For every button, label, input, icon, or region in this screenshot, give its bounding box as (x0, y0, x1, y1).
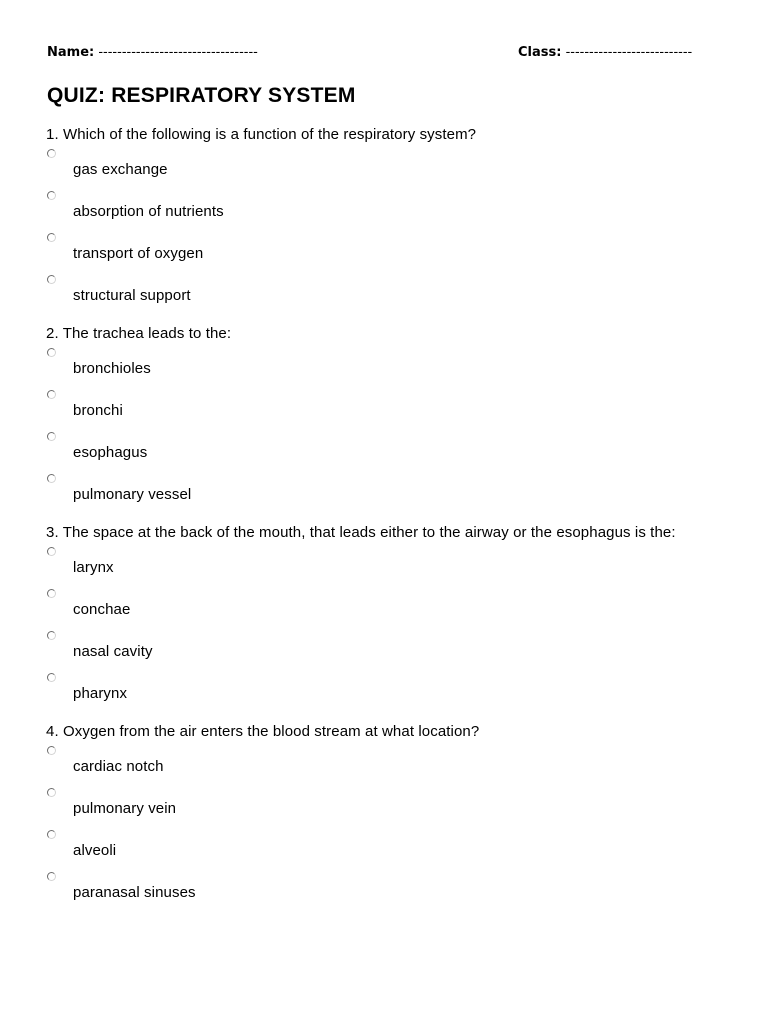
option-label[interactable]: gas exchange (73, 161, 168, 178)
radio-button[interactable] (47, 474, 56, 483)
class-label: Class: (518, 45, 562, 60)
option[interactable] (46, 783, 726, 825)
name-field[interactable] (47, 45, 258, 60)
option-list (46, 144, 726, 312)
option[interactable] (46, 626, 726, 668)
radio-button[interactable] (47, 872, 56, 881)
option[interactable] (46, 825, 726, 867)
option[interactable] (46, 144, 726, 186)
option-label[interactable]: transport of oxygen (73, 245, 204, 262)
option-label[interactable]: conchae (73, 601, 131, 618)
radio-button[interactable] (47, 547, 56, 556)
radio-button[interactable] (47, 233, 56, 242)
option-label[interactable]: structural support (73, 287, 191, 304)
name-blank-line[interactable]: ---------------------------------- (98, 45, 258, 60)
option-label[interactable]: cardiac notch (73, 758, 164, 775)
option-label[interactable]: absorption of nutrients (73, 203, 224, 220)
option-label[interactable]: nasal cavity (73, 643, 153, 660)
radio-button[interactable] (47, 390, 56, 399)
option[interactable] (46, 469, 726, 511)
option[interactable] (46, 228, 726, 270)
class-blank-line[interactable]: --------------------------- (565, 45, 693, 60)
question-4 (46, 722, 726, 909)
option-label[interactable]: esophagus (73, 444, 148, 461)
question-text: 1. Which of the following is a function of the respiratory system? (46, 126, 477, 143)
option-label[interactable]: bronchi (73, 402, 123, 419)
radio-button[interactable] (47, 191, 56, 200)
class-field[interactable] (518, 45, 692, 60)
option-label[interactable]: paranasal sinuses (73, 884, 196, 901)
option-label[interactable]: pharynx (73, 685, 128, 702)
question-text: 4. Oxygen from the air enters the blood stream at what location? (46, 723, 480, 740)
option-label[interactable]: pulmonary vessel (73, 486, 192, 503)
option-label[interactable]: alveoli (73, 842, 117, 859)
name-label: Name: (47, 45, 95, 60)
question-text: 2. The trachea leads to the: (46, 325, 232, 342)
radio-button[interactable] (47, 432, 56, 441)
radio-button[interactable] (47, 788, 56, 797)
option[interactable] (46, 584, 726, 626)
option[interactable] (46, 385, 726, 427)
option[interactable] (46, 427, 726, 469)
question-text: 3. The space at the back of the mouth, that leads either to the airway or the esophagus is the: (46, 524, 676, 541)
radio-button[interactable] (47, 673, 56, 682)
option[interactable] (46, 186, 726, 228)
question-2 (46, 324, 726, 511)
option-list (46, 741, 726, 909)
question-1 (46, 125, 726, 312)
radio-button[interactable] (47, 275, 56, 284)
option-label[interactable]: larynx (73, 559, 114, 576)
option[interactable] (46, 867, 726, 909)
option[interactable] (46, 668, 726, 710)
option-label[interactable]: bronchioles (73, 360, 151, 377)
option-list (46, 542, 726, 710)
radio-button[interactable] (47, 149, 56, 158)
option-label[interactable]: pulmonary vein (73, 800, 177, 817)
radio-button[interactable] (47, 746, 56, 755)
option[interactable] (46, 542, 726, 584)
radio-button[interactable] (47, 631, 56, 640)
header-row (47, 45, 717, 65)
option[interactable] (46, 741, 726, 783)
radio-button[interactable] (47, 589, 56, 598)
question-3 (46, 523, 726, 710)
question-list (46, 125, 726, 921)
option[interactable] (46, 343, 726, 385)
option-list (46, 343, 726, 511)
quiz-title: QUIZ: RESPIRATORY SYSTEM (47, 84, 356, 107)
option[interactable] (46, 270, 726, 312)
radio-button[interactable] (47, 348, 56, 357)
radio-button[interactable] (47, 830, 56, 839)
